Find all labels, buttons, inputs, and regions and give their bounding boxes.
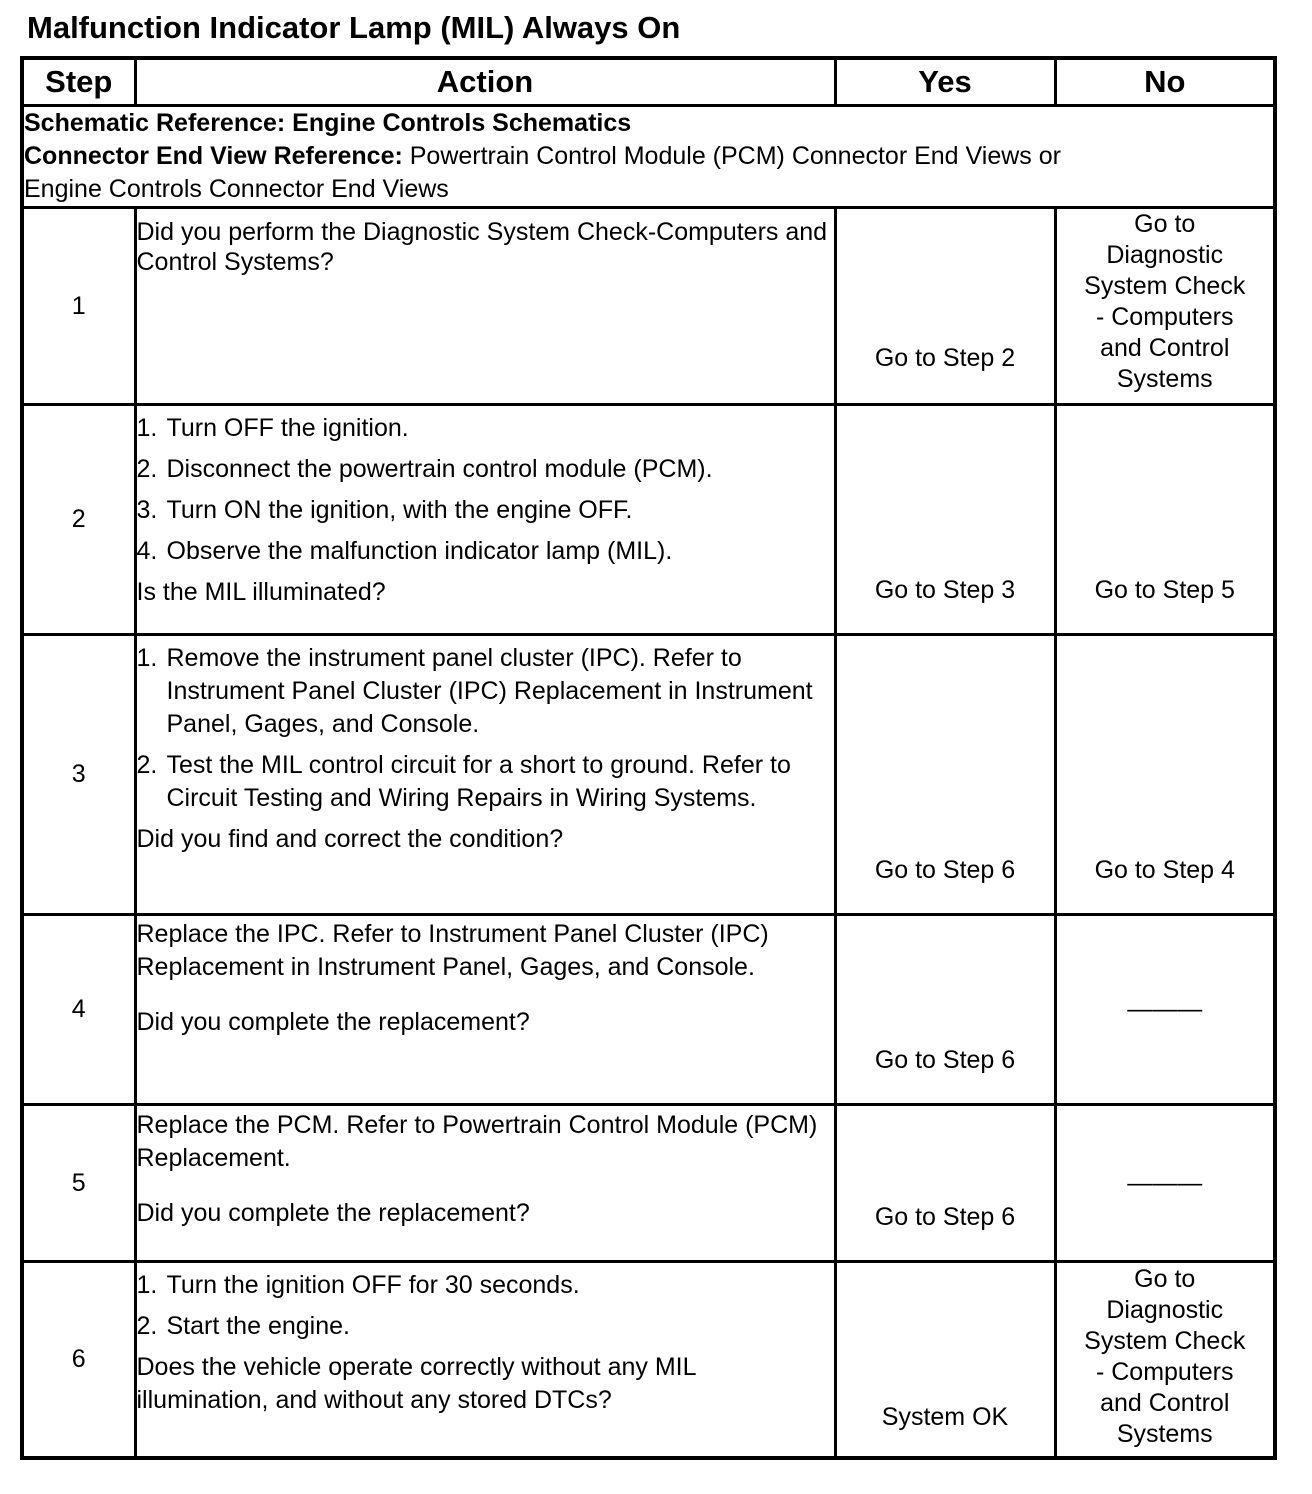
no-cell: Go to Step 4 xyxy=(1055,635,1275,915)
no-line: Systems xyxy=(1116,1419,1213,1448)
question-text: Did you find and correct the condition? xyxy=(136,825,564,853)
item-number: 3. xyxy=(136,496,158,524)
item-text: Turn OFF the ignition. xyxy=(166,414,409,442)
step-number: 4 xyxy=(22,915,135,1105)
list-item xyxy=(137,494,834,527)
table-row xyxy=(22,1262,1275,1458)
no-cell: ——— xyxy=(1055,1105,1275,1262)
connector-reference-text: Powertrain Control Module (PCM) Connector End Views or xyxy=(409,142,1061,170)
item-number: 2. xyxy=(136,455,158,483)
no-line: System Check xyxy=(1084,272,1246,300)
yes-cell: Go to Step 6 xyxy=(835,915,1055,1105)
step-number: 1 xyxy=(22,208,135,405)
step-list xyxy=(137,412,834,568)
item-text: Turn the ignition OFF for 30 seconds. xyxy=(166,1271,580,1299)
connector-reference-label: Connector End View Reference: xyxy=(24,142,403,170)
reference-cell xyxy=(22,106,1275,208)
no-line: and Control xyxy=(1100,334,1230,362)
item-text: Remove the instrument panel cluster (IPC). Refer to Instrument Panel Cluster (IPC) Replacement in Instrument Panel, Gages, and Console. xyxy=(166,644,813,738)
question-text: Does the vehicle operate correctly without any MIL illumination, and without any stored DTCs? xyxy=(136,1353,696,1414)
item-number: 1. xyxy=(136,414,158,442)
table-row xyxy=(22,915,1275,1105)
page-title: Malfunction Indicator Lamp (MIL) Always On xyxy=(27,10,681,45)
no-line: and Control xyxy=(1100,1388,1230,1417)
list-item xyxy=(137,535,834,568)
question-text: Did you perform the Diagnostic System Check-Computers and Control Systems? xyxy=(136,218,828,276)
item-number: 1. xyxy=(136,644,158,672)
action-text: Replace the PCM. Refer to Powertrain Control Module (PCM) Replacement. xyxy=(136,1111,818,1172)
no-line: Go to xyxy=(1134,1264,1196,1293)
no-cell xyxy=(1055,1262,1275,1458)
yes-cell: System OK xyxy=(835,1262,1055,1458)
header-row xyxy=(22,58,1275,106)
no-line: Systems xyxy=(1116,365,1213,393)
action-cell xyxy=(135,635,835,915)
list-item xyxy=(137,1269,834,1302)
table-row xyxy=(22,405,1275,635)
item-number: 1. xyxy=(136,1271,158,1299)
no-line: System Check xyxy=(1084,1326,1246,1355)
no-cell: ——— xyxy=(1055,915,1275,1105)
action-cell xyxy=(135,1262,835,1458)
spacer xyxy=(137,984,834,1006)
header-no: No xyxy=(1055,58,1275,106)
list-item xyxy=(137,749,834,815)
spacer xyxy=(137,1175,834,1197)
item-number: 2. xyxy=(136,751,158,779)
no-line: - Computers xyxy=(1095,1357,1234,1386)
no-line: Diagnostic xyxy=(1106,241,1224,269)
no-line: Go to xyxy=(1134,210,1196,238)
no-cell: Go to Step 5 xyxy=(1055,405,1275,635)
step-number: 5 xyxy=(22,1105,135,1262)
header-yes: Yes xyxy=(835,58,1055,106)
list-item xyxy=(137,1310,834,1343)
question-text: Did you complete the replacement? xyxy=(136,1199,530,1227)
item-number: 4. xyxy=(136,537,158,565)
item-text: Observe the malfunction indicator lamp (MIL). xyxy=(166,537,673,565)
table-row xyxy=(22,208,1275,405)
action-cell xyxy=(135,1105,835,1262)
list-item xyxy=(137,642,834,741)
item-text: Turn ON the ignition, with the engine OFF. xyxy=(166,496,633,524)
step-number: 3 xyxy=(22,635,135,915)
list-item xyxy=(137,412,834,445)
step-number: 6 xyxy=(22,1262,135,1458)
no-line: - Computers xyxy=(1095,303,1234,331)
connector-reference xyxy=(24,140,1273,173)
header-action: Action xyxy=(135,58,835,106)
item-text: Disconnect the powertrain control module (PCM). xyxy=(166,455,713,483)
yes-cell: Go to Step 6 xyxy=(835,635,1055,915)
reference-row xyxy=(22,106,1275,208)
item-text: Test the MIL control circuit for a short to ground. Refer to Circuit Testing and Wiring Repairs in Wiring Systems. xyxy=(166,751,791,812)
question-text: Did you complete the replacement? xyxy=(136,1008,530,1036)
table-row xyxy=(22,1105,1275,1262)
no-line: Diagnostic xyxy=(1106,1295,1224,1324)
header-step: Step xyxy=(22,58,135,106)
no-cell xyxy=(1055,208,1275,405)
action-cell xyxy=(135,208,835,405)
action-text: Replace the IPC. Refer to Instrument Panel Cluster (IPC) Replacement in Instrument Panel, Gages, and Console. xyxy=(136,920,769,981)
question-text: Is the MIL illuminated? xyxy=(136,578,386,606)
item-number: 2. xyxy=(136,1312,158,1340)
yes-cell: Go to Step 2 xyxy=(835,208,1055,405)
action-cell xyxy=(135,915,835,1105)
connector-reference-text-2: Engine Controls Connector End Views xyxy=(24,175,449,203)
table-row xyxy=(22,635,1275,915)
step-list xyxy=(137,642,834,815)
yes-cell: Go to Step 3 xyxy=(835,405,1055,635)
step-list xyxy=(137,1269,834,1343)
item-text: Start the engine. xyxy=(166,1312,350,1340)
yes-cell: Go to Step 6 xyxy=(835,1105,1055,1262)
schematic-reference: Schematic Reference: Engine Controls Schematics xyxy=(24,109,632,137)
diagnostic-table xyxy=(20,56,1277,1460)
step-number: 2 xyxy=(22,405,135,635)
action-cell xyxy=(135,405,835,635)
list-item xyxy=(137,453,834,486)
